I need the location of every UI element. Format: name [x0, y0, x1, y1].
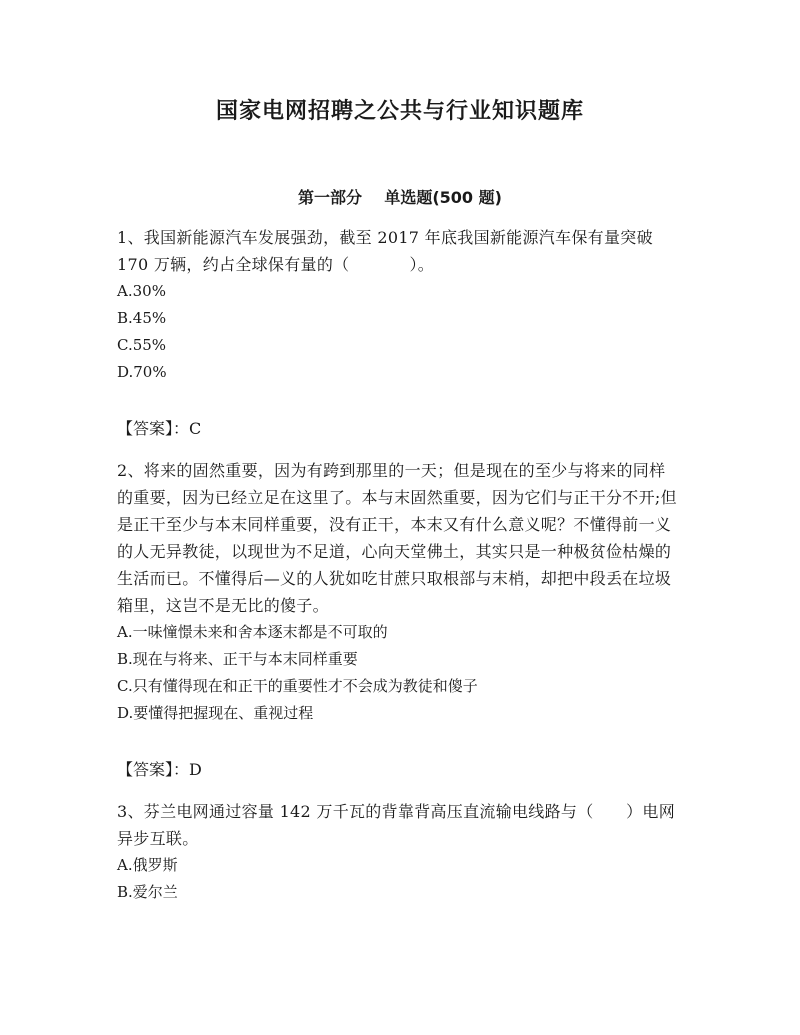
question-list: [117, 224, 677, 906]
option-a: A.一味憧憬未来和舍本逐末都是不可取的: [117, 623, 388, 641]
answer-line: 【答案】：D: [117, 760, 202, 779]
question-stem: 3、芬兰电网通过容量 142 万千瓦的背靠背高压直流输电线路与（ ）电网异步互联。: [117, 802, 675, 848]
question-3: [117, 798, 677, 906]
question-stem: 2、将来的固然重要，因为有跨到那里的一天；但是现在的至少与将来的同样的重要，因为已经立足在这里了。本与末固然重要，因为它们与正干分不开;但是正干至少与本末同样重要，没有正干，本末又有什么意义呢？不懂得前一义的人无异教徒，以现世为不足道，心向天堂佛土，其实只是一种极贫俭枯燥的生活而已。不懂得后—义的人犹如吃甘蔗只取根部与末梢，却把中段丢在垃圾箱里，这岂不是无比的傻子。: [117, 461, 677, 615]
option-b: B.45%: [117, 309, 167, 327]
option-c: C.只有懂得现在和正干的重要性才不会成为教徒和傻子: [117, 677, 478, 695]
option-b: B.现在与将来、正干与本末同样重要: [117, 650, 358, 668]
option-b: B.爱尔兰: [117, 883, 178, 901]
question-2: [117, 457, 677, 783]
question-stem: [117, 224, 677, 278]
document-title: 国家电网招聘之公共与行业知识题库: [215, 99, 584, 124]
question-1: [117, 224, 677, 442]
question-stem-text: 1、我国新能源汽车发展强劲，截至 2017 年底我国新能源汽车保有量突破 170 万辆，约占全球保有量的（: [117, 228, 653, 274]
answer-line: 【答案】：C: [117, 419, 202, 438]
option-d: D.70%: [117, 363, 167, 381]
option-c: C.55%: [117, 336, 167, 354]
option-a: A.俄罗斯: [117, 856, 178, 874]
question-stem-end: ）。: [409, 255, 435, 274]
option-d: D.要懂得把握现在、重视过程: [117, 704, 314, 722]
option-a: A.30%: [117, 282, 166, 300]
section-title: 第一部分 单选题(500 题): [298, 188, 502, 207]
